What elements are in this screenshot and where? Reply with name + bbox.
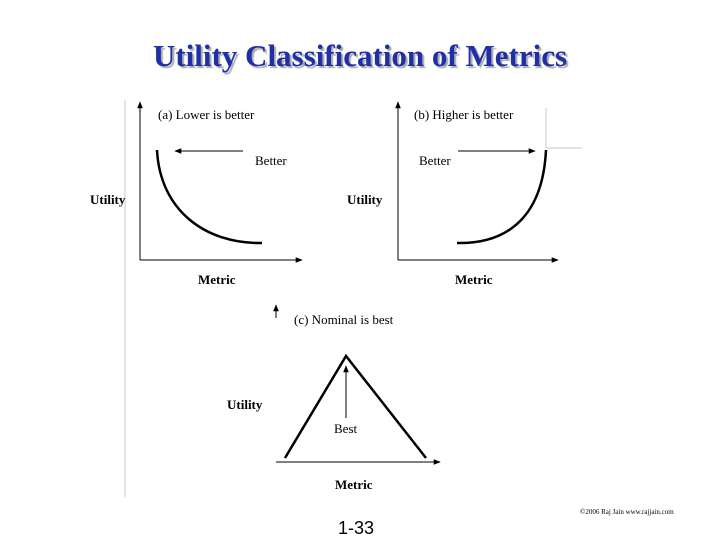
panel-a-curve xyxy=(157,150,262,243)
slide-title: Utility Classification of Metrics xyxy=(152,38,568,73)
panel-b-better-label: Better xyxy=(419,153,451,168)
panel-b-caption: (b) Higher is better xyxy=(414,107,514,122)
panel-b xyxy=(398,102,558,260)
panel-a-x-label: Metric xyxy=(198,272,236,287)
panel-c-best-label: Best xyxy=(334,421,358,436)
panel-a xyxy=(140,102,302,260)
panel-c-triangle xyxy=(285,356,426,458)
panel-c xyxy=(276,305,440,462)
panel-c-y-label: Utility xyxy=(227,397,263,412)
page-number: 1-33 xyxy=(338,518,375,538)
panel-b-y-label: Utility xyxy=(347,192,383,207)
copyright-notice: ©2006 Raj Jain www.rajjain.com xyxy=(580,508,674,516)
panel-b-x-label: Metric xyxy=(455,272,493,287)
panel-c-x-label: Metric xyxy=(335,477,373,492)
panel-a-better-label: Better xyxy=(255,153,287,168)
panel-a-caption: (a) Lower is better xyxy=(158,107,255,122)
panel-c-caption: (c) Nominal is best xyxy=(294,312,394,327)
panel-a-y-label: Utility xyxy=(90,192,126,207)
panel-b-curve xyxy=(457,150,546,243)
